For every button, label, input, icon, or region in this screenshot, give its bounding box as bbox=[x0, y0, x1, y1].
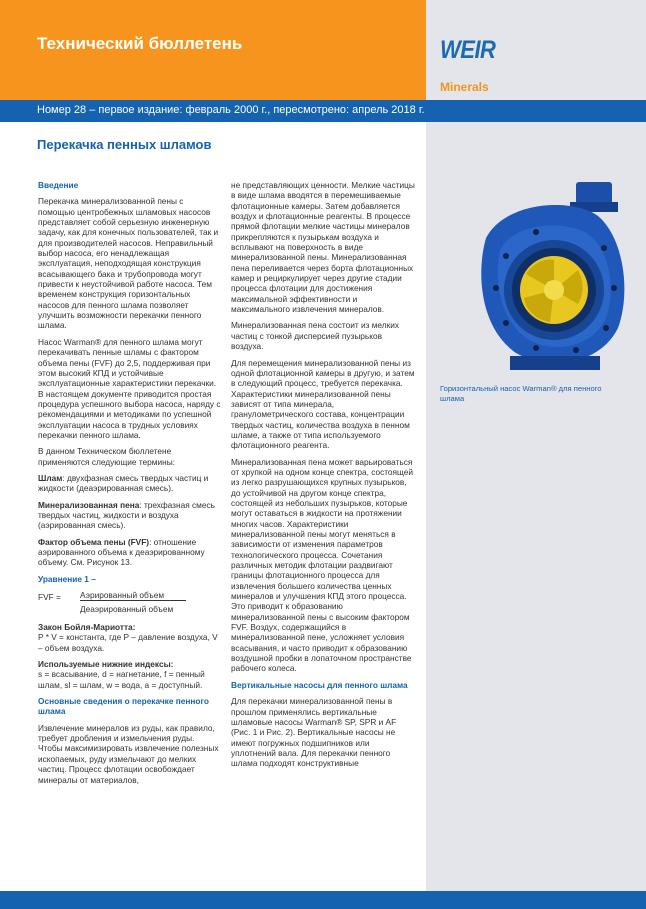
term-fvf bbox=[38, 537, 221, 568]
col2-paragraph-4: Минерализованная пена может варьироваться от хрупкой на одном конце спектра, состоящей из легко разрушающихся крупных пузырьков, до устойчивой на другом конце спектра, состоящей из небольших пузырьков, которые могут оставаться в жидкости на протяжении многих часов. Характеристики минерализованной пены могут меняться в зависимости от изменения параметров технологического процесса. Сочетания различных методик флотации раздвигают границы флотационного процесса для извлечения большего количества ценных минералов и улучшения КПД этого процесса. Это приводит к образованию минерализованной пены с высоким фактором FVF. Воздух, содержащийся в минерализованной пене, усложняет условия всасывания, и часто приводит к образованию воздушной пробки в лопаточном пространстве рабочего колеса. bbox=[231, 456, 414, 674]
page-title: Перекачка пенных шламов bbox=[37, 137, 212, 152]
equation-heading: Уравнение 1 – bbox=[38, 573, 96, 584]
col2-paragraph-2: Минерализованная пена состоит из мелких частиц с тонкой дисперсией пузырьков воздуха. bbox=[231, 320, 399, 352]
equation-denominator: Деаэрированный объем bbox=[80, 604, 174, 615]
col2-paragraph-5: Для перекачки минерализованной пены в прошлом применялись вертикальные шламовые насосы Warman® SP, SPR и AF (Рис. 1 и Рис. 2). Вертикальные насосы не имеют погружных подшипников или уплотнений вала. Для перекачки пенного шлама подходят конструктивные bbox=[231, 696, 397, 769]
pump-illustration bbox=[466, 178, 628, 374]
equation-fvf bbox=[38, 590, 221, 616]
flotation-heading: Основные сведения о перекачке пенного шлама bbox=[38, 696, 209, 717]
intro-paragraph-2: Насос Warman® для пенного шлама могут перекачивать пенные шламы с фактором объема пены (FVF) до 2,5, поддерживая при этом высокий КПД и устойчивые эксплуатационные характеристики перекачки. В настоящем документе приводится простая процедура успешного выбора насоса, наряду с рекомендациями и методиками по успешной эксплуатации насоса в трудных условиях перекачки пенного шлама. bbox=[38, 336, 221, 440]
term-fvf-name: Фактор объема пены (FVF) bbox=[38, 536, 150, 547]
term-slurry-definition: : двухфазная смесь твердых частиц и жидкости (деаэрированная смесь). bbox=[38, 472, 209, 494]
text-column-left bbox=[38, 180, 221, 791]
intro-heading: Введение bbox=[38, 180, 79, 190]
indices-text: s = всасывание, d = нагнетание, f = пенный шлам, sl = шлам, w = вода, a = доступный. bbox=[38, 669, 205, 690]
flotation-paragraph-1: Извлечение минералов из руды, как правило, требует дробления и измельчения руды. Чтобы максимизировать извлечение полезных ископаемых, руду измельчают до мелких частиц. Процесс флотации освобождает минералы от материалов, bbox=[38, 722, 219, 785]
term-froth bbox=[38, 500, 221, 531]
col2-paragraph-3: Для перемещения минерализованной пены из одной флотационной камеры в другую, и затем в следующий процесс, требуется перекачка. Характеристики минерализованной пены зависят от типа минерала, гранулометрического состава, концентрации твердых частиц, количества воздуха в пенном шламе, а также от типа используемого флотационного реагента. bbox=[231, 357, 415, 451]
division-label: Minerals bbox=[440, 80, 489, 94]
intro-paragraph-3: В данном Техническом бюллетене применяются следующие термины: bbox=[38, 446, 175, 467]
term-fvf-definition: : отношение аэрированного объема к деаэрированному объему. См. Рисунок 13. bbox=[38, 536, 205, 568]
issue-bar bbox=[0, 100, 646, 122]
boyle-text: P * V = константа, где P – давление воздуха, V – объем воздуха. bbox=[38, 632, 218, 653]
intro-paragraph-1: Перекачка минерализованной пены с помощью центробежных шламовых насосов представляет собой серьезную инженерную задачу, как для конечных пользователей, так и для производителей насосов. Неправильный выбор насоса, его ненадлежащая эксплуатация, неподходящая конструкция всасывающего бака и трубопровода могут привести к неустойчивой работе насоса. Тем временем конструкция горизонтальных насосов для пенного шлама позволяет улучшить возможности перекачки пенного шлама. bbox=[38, 196, 219, 331]
col2-paragraph-1: не представляющих ценности. Мелкие частицы в виде шлама вводятся в перемешиваемые флотационные камеры. Затем добавляется воздух и флотационные реагенты. В процессе прямой флотации мелкие частицы минералов прикрепляются к пузырькам воздуха и всплывают на поверхность в виде минерализованной пены. Минерализованная пена переливается через борта флотационных камер и рециркулирует через другие стадии процесса флотации для достижения максимальной эффективности и максимального извлечения минералов. bbox=[231, 180, 415, 315]
term-froth-definition: : трехфазная смесь твердых частиц, жидкости и воздуха (аэрированная смесь). bbox=[38, 499, 215, 531]
bulletin-title: Технический бюллетень bbox=[37, 34, 243, 53]
weir-logo: WEIR bbox=[440, 35, 496, 64]
issue-line: Номер 28 – первое издание: февраль 2000 г., пересмотрено: апрель 2018 г. bbox=[37, 104, 425, 116]
boyle-heading: Закон Бойля-Мариотта: bbox=[38, 622, 136, 633]
right-side-panel bbox=[426, 0, 646, 909]
term-froth-name: Минерализованная пена bbox=[38, 499, 140, 510]
term-slurry-name: Шлам bbox=[38, 472, 63, 483]
figure-caption: Горизонтальный насос Warman® для пенного шлама bbox=[440, 384, 602, 403]
equation-numerator: Аэрированный объем bbox=[80, 590, 186, 601]
text-column-right bbox=[231, 180, 415, 775]
footer-bar bbox=[0, 891, 646, 909]
equation-lhs: FVF = bbox=[38, 592, 61, 603]
term-slurry bbox=[38, 473, 221, 494]
indices-heading: Используемые нижние индексы: bbox=[38, 659, 174, 670]
vertical-pumps-heading: Вертикальные насосы для пенного шлама bbox=[231, 679, 408, 690]
